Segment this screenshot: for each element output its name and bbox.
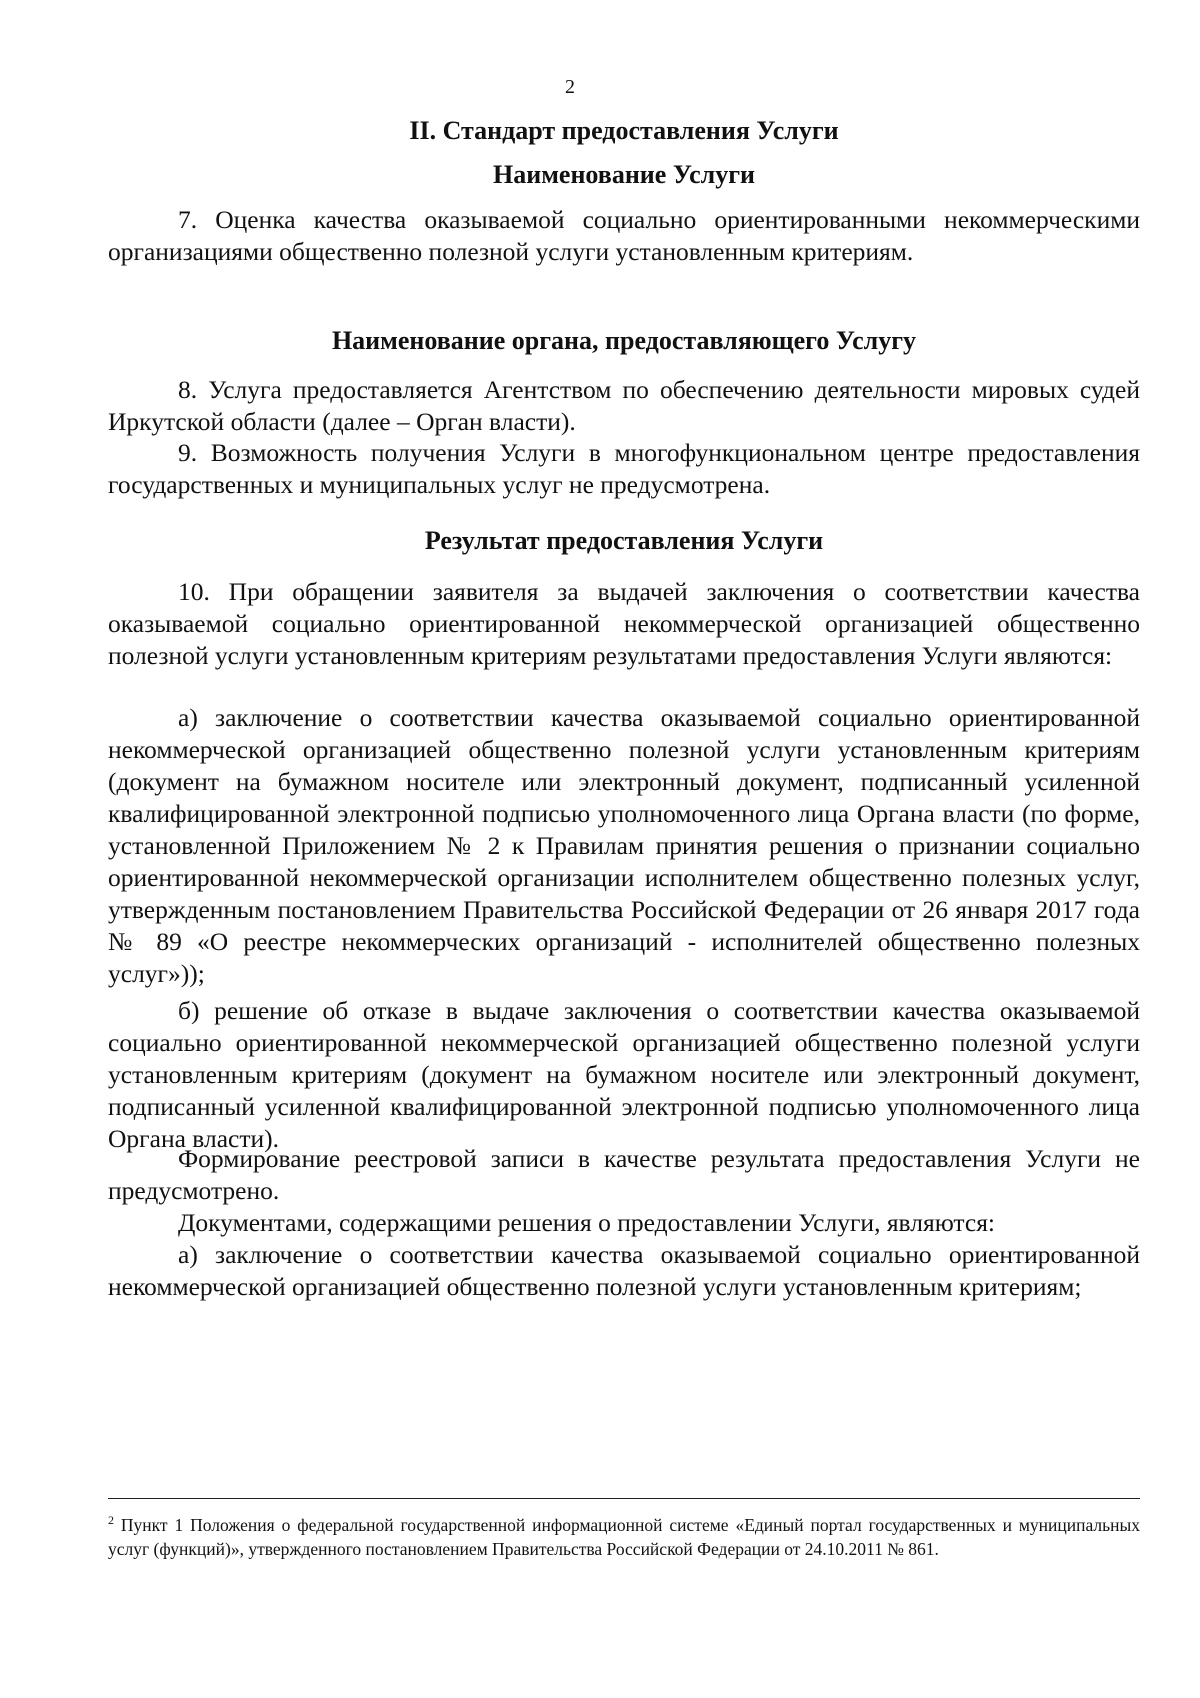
paragraph-9: 9. Возможность получения Услуги в многофункциональном центре предоставления государственных и муниципальных услуг не предусмотрена. xyxy=(108,438,1140,499)
paragraph-10b: б) решение об отказе в выдаче заключения о соответствии качества оказываемой социально ориентированной некоммерческой организацией общественно полезной услуги установленным критериям (документ на бумажном носителе или электронный документ, подписанный усиленной квалифицированной электронной подписью уполномоченного лица Органа власти). xyxy=(108,996,1140,1153)
section-title: II. Стандарт предоставления Услуги xyxy=(409,116,839,145)
paragraph-10a: а) заключение о соответствии качества оказываемой социально ориентированной некоммерческой организацией общественно полезной услуги установленным критериям (документ на бумажном носителе или электронный документ, подписанный усиленной квалифицированной электронной подписью уполномоченного лица Органа власти (по форме, установленной Приложением № 2 к Правилам принятия решения о признании социально ориентированной некоммерческой организации исполнителем общественно полезных услуг, утвержденным постановлением Правительства Российской Федерации от 26 января 2017 года № 89 «О реестре некоммерческих организаций - исполнителей общественно полезных услуг»)); xyxy=(108,703,1140,988)
heading-organ: Наименование органа, предоставляющего Услугу xyxy=(331,326,917,355)
heading-service-name: Наименование Услуги xyxy=(492,160,756,189)
heading-result: Результат предоставления Услуги xyxy=(424,526,824,555)
page-number: 2 xyxy=(565,76,575,98)
paragraph-10: 10. При обращении заявителя за выдачей заключения о соответствии качества оказываемой социально ориентированной некоммерческой организацией общественно полезной услуги установленным критериям результатами предоставления Услуги являются: xyxy=(108,577,1140,670)
footnote-mark: 2 xyxy=(108,1513,114,1527)
paragraph-registry: Формирование реестровой записи в качестве результата предоставления Услуги не предусмотрено. xyxy=(108,1144,1140,1205)
footnote xyxy=(108,1508,1140,1561)
footnote-separator xyxy=(108,1498,1140,1499)
paragraph-documents: Документами, содержащими решения о предоставлении Услуги, являются: xyxy=(178,1208,996,1237)
paragraph-7: 7. Оценка качества оказываемой социально ориентированными некоммерческими организациями общественно полезной услуги установленным критериям. xyxy=(108,205,1140,266)
footnote-text: Пункт 1 Положения о федеральной государственной информационной системе «Единый портал государственных и муниципальных услуг (функций)», утвержденного постановлением Правительства Российской Федерации от 24.10.2011 № 861. xyxy=(108,1514,1140,1559)
paragraph-8: 8. Услуга предоставляется Агентством по обеспечению деятельности мировых судей Иркутской области (далее – Орган власти). xyxy=(108,375,1140,436)
paragraph-documents-a: а) заключение о соответствии качества оказываемой социально ориентированной некоммерческой организацией общественно полезной услуги установленным критериям; xyxy=(108,1240,1140,1301)
